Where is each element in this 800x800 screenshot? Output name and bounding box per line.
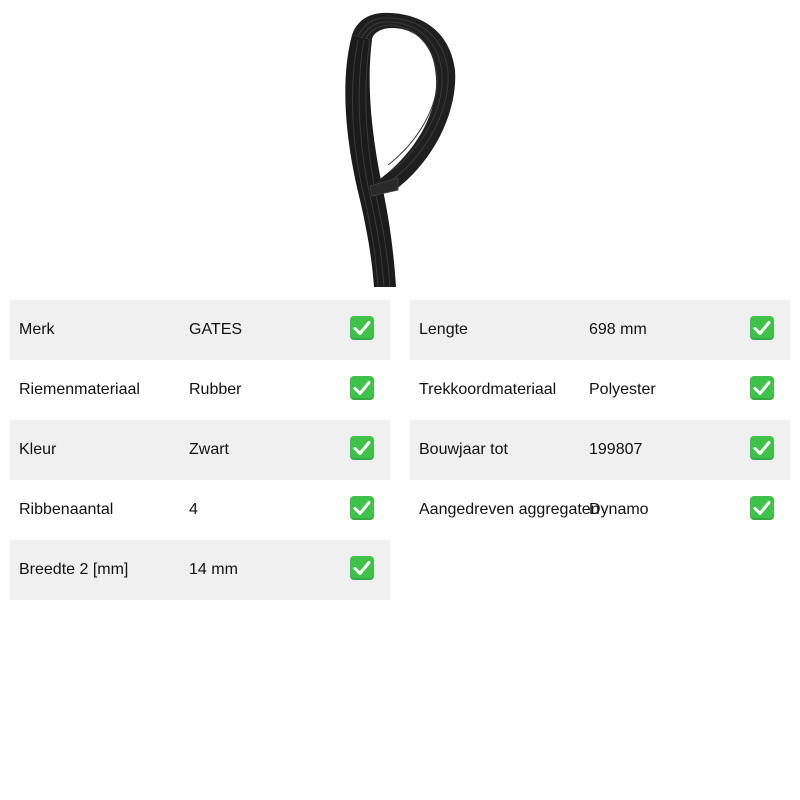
spec-value: 698 mm	[589, 321, 647, 338]
check-mark-icon	[350, 556, 374, 580]
check-mark-icon	[350, 316, 374, 340]
spec-value: Rubber	[189, 381, 242, 398]
spec-label: Kleur	[19, 441, 57, 458]
spec-value: 14 mm	[189, 561, 238, 578]
spec-row	[10, 360, 390, 420]
check-mark-icon	[750, 496, 774, 520]
spec-label: Merk	[19, 321, 55, 338]
spec-row	[10, 420, 390, 480]
spec-value: GATES	[189, 321, 243, 338]
spec-value: Dynamo	[589, 501, 649, 518]
spec-label: Lengte	[419, 321, 468, 338]
spec-value: 199807	[589, 441, 643, 458]
ribbed-belt-icon	[300, 0, 500, 290]
spec-row	[410, 360, 790, 420]
product-image	[300, 0, 500, 290]
spec-row	[410, 480, 790, 540]
check-mark-icon	[750, 376, 774, 400]
spec-value: Zwart	[189, 441, 229, 458]
check-mark-icon	[350, 436, 374, 460]
spec-label: Bouwjaar tot	[419, 441, 508, 458]
spec-label: Trekkoordmateriaal	[419, 381, 557, 398]
check-mark-icon	[350, 496, 374, 520]
spec-row	[10, 540, 390, 600]
spec-label: Ribbenaantal	[19, 501, 114, 518]
spec-row	[10, 480, 390, 540]
check-mark-icon	[750, 316, 774, 340]
spec-label: Riemenmateriaal	[19, 381, 140, 398]
spec-row	[10, 300, 390, 360]
check-mark-icon	[350, 376, 374, 400]
spec-row	[410, 300, 790, 360]
spec-label: Breedte 2 [mm]	[19, 561, 129, 578]
spec-table-right	[410, 300, 790, 540]
spec-value: Polyester	[589, 381, 656, 398]
spec-label: Aangedreven aggregaten	[419, 501, 600, 518]
spec-value: 4	[189, 501, 198, 518]
spec-row	[410, 420, 790, 480]
spec-table-left	[10, 300, 390, 600]
check-mark-icon	[750, 436, 774, 460]
